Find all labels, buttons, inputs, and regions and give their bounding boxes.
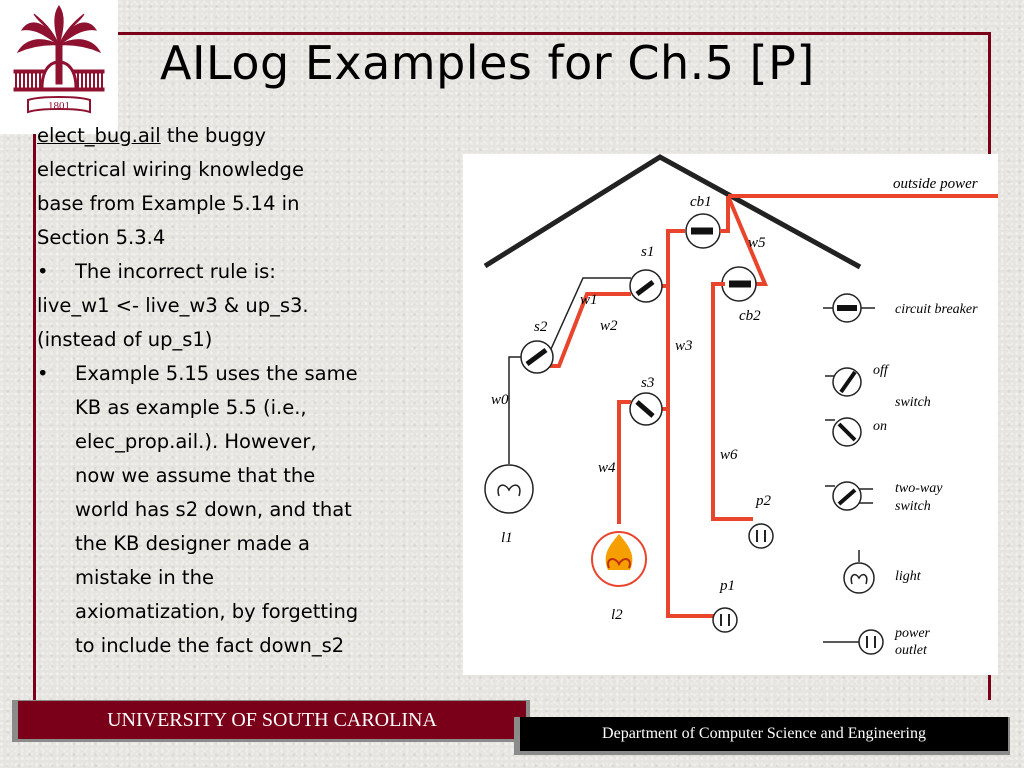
logo-year: 1801: [48, 100, 70, 112]
legend-off: off: [873, 363, 888, 378]
bullet-2-line: axiomatization, by forgetting: [75, 600, 359, 623]
w1-label: w1: [580, 292, 598, 308]
w4-label: w4: [598, 460, 616, 476]
palmetto-logo-icon: [0, 0, 118, 134]
s2-label: s2: [534, 319, 548, 335]
l1-label: l1: [501, 530, 513, 546]
bullet-dot-icon: •: [37, 362, 49, 385]
legend-outlet-icon: [859, 630, 883, 654]
s3-label: s3: [641, 375, 655, 391]
intro-text-1: the buggy: [160, 124, 267, 147]
w3-wire: [668, 231, 717, 616]
bullet-2-line: mistake in the: [75, 566, 214, 589]
bullet-2-line: KB as example 5.5 (i.e.,: [75, 396, 307, 419]
bullet-2-line: now we assume that the: [75, 464, 316, 487]
p1-outlet: [713, 608, 737, 632]
bullet-example: [37, 357, 417, 663]
s1-label: s1: [641, 244, 655, 260]
p2-outlet: [749, 524, 773, 548]
bullet-incorrect-rule: [37, 255, 417, 289]
legend-two-way-switch: switch: [895, 499, 931, 514]
bullet-2-line: the KB designer made a: [75, 532, 310, 555]
p2-label: p2: [756, 493, 771, 509]
w1-wire: [541, 278, 631, 349]
filename-link[interactable]: elect_bug.ail: [37, 124, 161, 147]
p1-label: p1: [720, 578, 735, 594]
intro-line-4: Section 5.3.4: [37, 226, 166, 249]
w3-label: w3: [675, 338, 693, 354]
intro-line-1: [37, 119, 417, 153]
university-logo: [0, 0, 118, 134]
legend: [823, 294, 978, 658]
legend-light: light: [895, 569, 921, 584]
footer-department: Department of Computer Science and Engineering: [520, 717, 1008, 751]
legend-power: power: [895, 626, 930, 641]
legend-circuit-breaker: circuit breaker: [895, 302, 978, 317]
bullet-2-line: world has s2 down, and that: [75, 498, 352, 521]
legend-on: on: [873, 419, 887, 434]
w0-label: w0: [491, 392, 509, 408]
rule-line-1: live_w1 <- live_w3 & up_s3.: [37, 294, 309, 317]
w4-wire: [619, 402, 631, 524]
l2-label: l2: [611, 607, 623, 623]
outside-power-label: outside power: [893, 176, 978, 192]
w0-wire: [509, 357, 521, 464]
bullet-2-line: elec_prop.ail.). However,: [75, 430, 317, 453]
frame-top-border: [118, 32, 990, 35]
intro-line-2: electrical wiring knowledge: [37, 158, 304, 181]
wiring-diagram: [463, 154, 998, 675]
roof-line: [485, 157, 860, 267]
slide-title: AILog Examples for Ch.5 [P]: [160, 36, 815, 90]
rule-line-2: (instead of up_s1): [37, 328, 213, 351]
cb2-label: cb2: [739, 308, 761, 324]
w2-label: w2: [600, 318, 618, 334]
bullet-2-line: to include the fact down_s2: [75, 634, 345, 657]
footer-university: UNIVERSITY OF SOUTH CAROLINA: [18, 701, 526, 739]
bullet-2-line: Example 5.15 uses the same: [75, 362, 358, 385]
w5-label: w5: [748, 235, 766, 251]
legend-two-way: two-way: [895, 481, 943, 496]
legend-outlet: outlet: [895, 643, 927, 658]
cb1-label: cb1: [690, 194, 712, 210]
intro-line-3: base from Example 5.14 in: [37, 192, 300, 215]
w6-label: w6: [720, 447, 738, 463]
slide-content: [37, 119, 417, 663]
legend-switch: switch: [895, 395, 931, 410]
bullet-dot-icon: •: [37, 260, 49, 283]
wiring-diagram-svg: [463, 154, 998, 675]
bullet-1-text: The incorrect rule is:: [75, 260, 276, 283]
